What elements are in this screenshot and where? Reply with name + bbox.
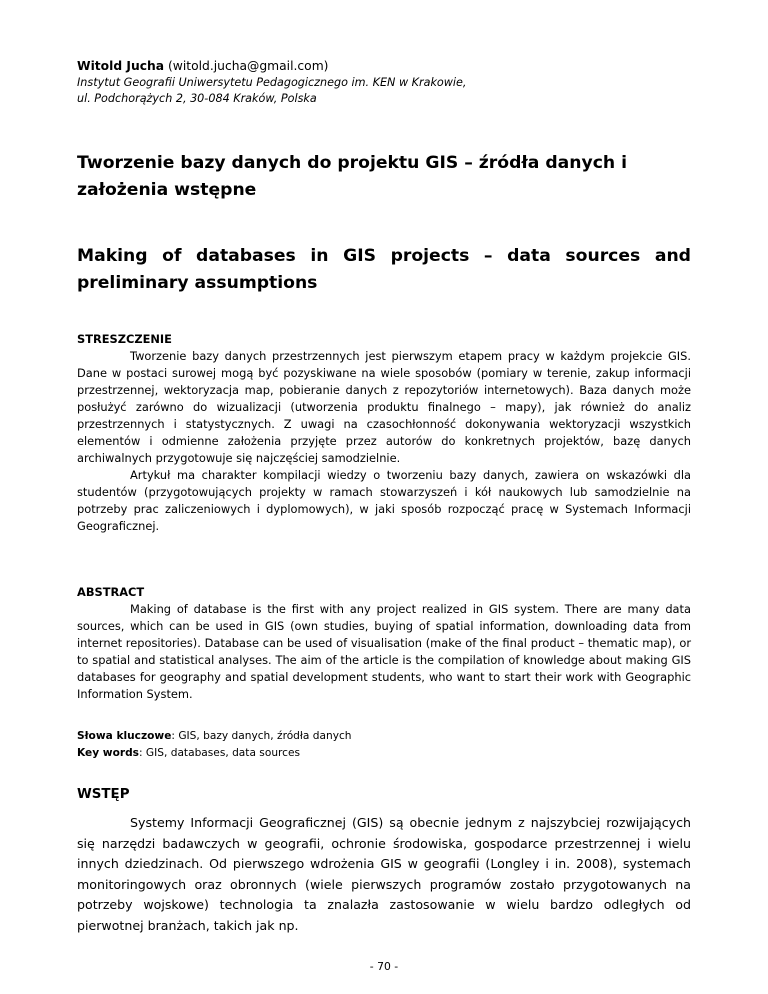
- keywords-polish-label: Słowa kluczowe: [77, 730, 172, 742]
- abstract-section: [77, 584, 691, 703]
- page-number: - 70 -: [369, 960, 399, 973]
- affiliation-line-2: ul. Podchorążych 2, 30-084 Kraków, Polska: [77, 92, 317, 105]
- streszczenie-heading: STRESZCZENIE: [77, 332, 172, 346]
- author-line: [77, 58, 697, 75]
- keywords-english-label: Key words: [77, 747, 139, 759]
- keywords-polish: [77, 728, 691, 745]
- author-block: [77, 58, 697, 107]
- streszczenie-section: [77, 331, 691, 535]
- abstract-heading: ABSTRACT: [77, 585, 145, 599]
- author-name: Witold Jucha: [77, 59, 165, 73]
- title-polish: Tworzenie bazy danych do projektu GIS – źródła danych i założenia wstępne: [77, 153, 627, 200]
- keywords-english-value: : GIS, databases, data sources: [138, 747, 301, 759]
- wstep-paragraph: Systemy Informacji Geograficznej (GIS) są obecnie jednym z najszybciej rozwijających się narzędzi badawczych w geografii, ochronie środowiska, gospodarce przestrzennej i wielu innych dziedzinach. Od pierwszego wdrożenia GIS w geografii (Longley i in. 2008), systemach monitoringowych oraz obronnych (wiele pierwszych programów zostało przygotowanych na potrzeby wojskowe) technologia ta znalazła zastosowanie w wielu bardzo odległych od pierwotnej branżach, takich jak np.: [77, 815, 691, 933]
- streszczenie-paragraph-2: Artykuł ma charakter kompilacji wiedzy o tworzeniu bazy danych, zawiera on wskazówki dla studentów (przygotowujących projekty w ramach stowarzyszeń i kół naukowych lub samodzielnie na potrzeby prac zaliczeniowych i dyplomowych), w jaki sposób rozpocząć pracę w Systemach Informacji Geograficznej.: [77, 468, 691, 533]
- abstract-paragraph: Making of database is the first with any project realized in GIS system. There are many data sources, which can be used in GIS (own studies, buying of spatial information, downloading data from internet repositories). Database can be used of visualisation (make of the final product – thematic map), or to spatial and statistical analyses. The aim of the article is the compilation of knowledge about making GIS databases for geography and spatial development students, who want to start their work with Geographic Information System.: [77, 602, 691, 701]
- keywords-english: [77, 745, 691, 762]
- title-english: Making of databases in GIS projects – data sources and preliminary assumptions: [77, 246, 691, 293]
- keywords-block: [77, 728, 691, 762]
- streszczenie-paragraph-1: Tworzenie bazy danych przestrzennych jest pierwszym etapem pracy w każdym projekcie GIS. Dane w postaci surowej mogą być pozyskiwane na wiele sposobów (pomiary w terenie, zakup informacji przestrzennej, wektoryzacja map, pobieranie danych z repozytoriów internetowych). Baza danych może posłużyć zarówno do wizualizacji (utworzenia produktu finalnego – mapy), jak również do analiz przestrzennych i statystycznych. Z uwagi na czasochłonność dokonywania wektoryzacji wszystkich elementów i odmienne założenia przyjęte przez autorów do konkretnych projektów, bazę danych archiwalnych przygotowuje się najczęściej samodzielnie.: [77, 349, 691, 465]
- affiliation-line-1: Instytut Geografii Uniwersytetu Pedagogicznego im. KEN w Krakowie,: [77, 76, 467, 89]
- author-email: (witold.jucha@gmail.com): [168, 59, 329, 73]
- keywords-polish-value: : GIS, bazy danych, źródła danych: [171, 730, 352, 742]
- wstep-heading: WSTĘP: [77, 787, 130, 802]
